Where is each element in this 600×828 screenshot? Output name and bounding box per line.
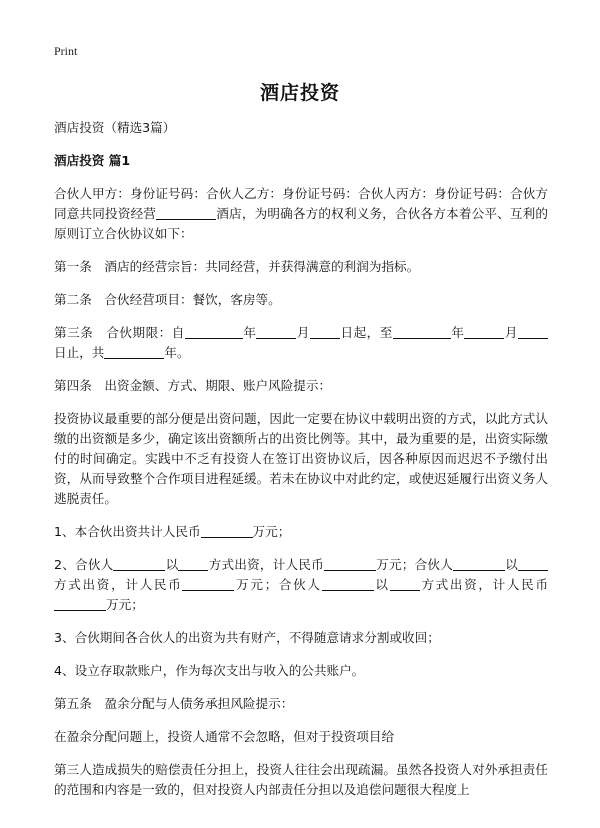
liability-paragraph: 第三人造成损失的赔偿责任分担上，投资人往往会出现疏漏。虽然各投资人对外承担责任的范围和内容是一致的，但对投资人内部责任分担以及追偿问题很大程度上 [54, 762, 548, 797]
blank-field[interactable] [185, 324, 243, 339]
list-item-2: 2、合伙人 以 方式出资，计人民币 万元；合伙人 以方式出资，计人民币 万元；合伙人 以 方式出资，计人民币万元； [54, 557, 549, 612]
profit-paragraph: 在盈余分配问题上，投资人通常不会忽略，但对于投资项目给 [54, 729, 395, 744]
blank-field[interactable] [393, 324, 451, 339]
article-5: 第五条 盈余分配与人债务承担风险提示： [54, 696, 294, 711]
document-body [54, 118, 548, 813]
intro-paragraph: 合伙人甲方：身份证号码：合伙人乙方：身份证号码：合伙人丙方：身份证号码：合伙方同意共同投资经营 酒店，为明确各方的权利义务，合伙各方本着公平、互利的原则订立合伙协议如下： [54, 186, 549, 241]
blank-field[interactable] [518, 324, 548, 339]
list-item-1: 1、本合伙出资共计人民币 万元； [54, 524, 291, 539]
blank-field[interactable] [178, 556, 208, 571]
article-4: 第四条 出资金额、方式、期限、账户风险提示： [54, 378, 332, 393]
article-1: 第一条 酒店的经营宗旨：共同经营，并获得满意的利润为指标。 [54, 259, 420, 274]
blank-field[interactable] [324, 556, 376, 571]
blank-field[interactable] [310, 324, 340, 339]
document-title: 酒店投资 [259, 82, 340, 104]
blank-field[interactable] [464, 324, 504, 339]
blank-field[interactable] [201, 523, 253, 538]
list-item-4: 4、设立存取款账户，作为每次支出与收入的公共账户。 [54, 663, 365, 678]
blank-field[interactable] [54, 596, 106, 611]
document-subtitle: 酒店投资（精选3篇） [54, 120, 176, 135]
blank-field[interactable] [390, 576, 420, 591]
article-3: 第三条 合伙期限：自 年 月 日起，至 年 月日止，共 年。 [54, 323, 548, 363]
investment-paragraph: 投资协议最重要的部分便是出资问题，因此一定要在协议中载明出资的方式，以此方式认缴的出资额是多少，确定该出资额所占的出资比例等。其中，最为重要的是，出资实际缴付的时间确定。实践中不乏有投资人在签订出资协议后，因各种原因而迟迟不予缴付出资，从而导致整个合作项目进程延缓。若未在协议中对此约定，或使迟延履行出资义务人逃脱责任。 [54, 411, 548, 506]
blank-field[interactable] [256, 324, 296, 339]
blank-field[interactable] [182, 576, 234, 591]
blank-field[interactable] [113, 556, 165, 571]
section-heading: 酒店投资 篇1 [54, 153, 131, 168]
blank-field[interactable] [322, 576, 374, 591]
print-label: Print [54, 44, 78, 58]
blank-field[interactable] [156, 205, 216, 220]
blank-field[interactable] [518, 556, 548, 571]
blank-field[interactable] [104, 344, 164, 359]
article-2: 第二条 合伙经营项目：餐饮，客房等。 [54, 292, 281, 307]
blank-field[interactable] [453, 556, 505, 571]
list-item-3: 3、合伙期间各合伙人的出资为共有财产，不得随意请求分割或收回； [54, 630, 440, 645]
